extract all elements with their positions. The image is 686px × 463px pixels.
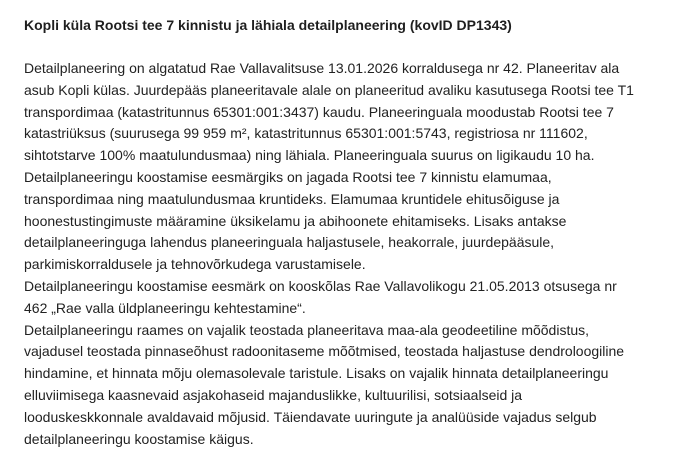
text-line: sihtotstarve 100% maatulundusmaa) ning lähiala. Planeeringuala suurus on ligikaudu 10 ha. bbox=[24, 147, 595, 164]
text-line: parkimiskorraldusele ja tehnovõrkudega varustamisele. bbox=[24, 256, 366, 273]
text-line: transpordimaa ning maatulundusmaa kruntideks. Elamumaa kruntidele ehitusõiguse ja bbox=[24, 190, 560, 207]
text-line: elluviimisega kaasnevaid asjakohaseid majanduslikke, kultuurilisi, sotsiaalseid ja bbox=[24, 386, 523, 403]
text-line: hoonestustingimuste määramine üksikelamu ja abihoonete ehitamiseks. Lisaks antakse bbox=[24, 212, 567, 229]
text-line: vajadusel teostada pinnaseõhust radoonitaseme mõõtmised, teostada haljastuse dendroloogiline bbox=[24, 343, 625, 360]
paragraph-overview bbox=[24, 58, 660, 167]
text-line: hindamine, et hinnata mõju olemasolevale taristule. Lisaks on vajalik hinnata detailplaneeringu bbox=[24, 365, 609, 382]
document-body bbox=[24, 58, 660, 450]
text-line: Detailplaneeringu koostamise eesmärk on kooskõlas Rae Vallavolikogu 21.05.2013 otsusega nr bbox=[24, 277, 617, 294]
text-line: Detailplaneeringu koostamise eesmärgiks on jagada Rootsi tee 7 kinnistu elamumaa, bbox=[24, 168, 552, 185]
paragraph-compliance bbox=[24, 276, 660, 320]
text-line: katastriüksus (suurusega 99 959 m², katastritunnus 65301:001:5743, registriosa nr 111602, bbox=[24, 125, 588, 142]
text-line: transpordimaa (katastritunnus 65301:001:3437) kaudu. Planeeringuala moodustab Rootsi tee 7 bbox=[24, 103, 614, 120]
paragraph-purpose bbox=[24, 167, 660, 276]
document-title: Kopli küla Rootsi tee 7 kinnistu ja lähiala detailplaneering (kovID DP1343) bbox=[24, 17, 512, 33]
paragraph-studies bbox=[24, 320, 660, 451]
text-line: detailplaneeringuga lahendus planeeringuala haljastusele, heakorrale, juurdepääsule, bbox=[24, 234, 555, 251]
text-line: Detailplaneering on algatatud Rae Vallavalitsuse 13.01.2026 korraldusega nr 42. Planeeritav ala bbox=[24, 60, 620, 76]
text-line: asub Kopli külas. Juurdepääs planeeritavale alale on planeeritud avaliku kasutusega Rootsi tee T1 bbox=[24, 81, 634, 98]
text-line: looduskeskkonnale avaldavaid mõjusid. Täiendavate uuringute ja analüüside vajadus selgub bbox=[24, 408, 597, 425]
text-line: detailplaneeringu koostamise käigus. bbox=[24, 430, 254, 447]
text-line: Detailplaneeringu raames on vajalik teostada planeeritava maa-ala geodeetiline mõõdistus, bbox=[24, 321, 590, 338]
text-line: 462 „Rae valla üldplaneeringu kehtestamine“. bbox=[24, 299, 306, 316]
